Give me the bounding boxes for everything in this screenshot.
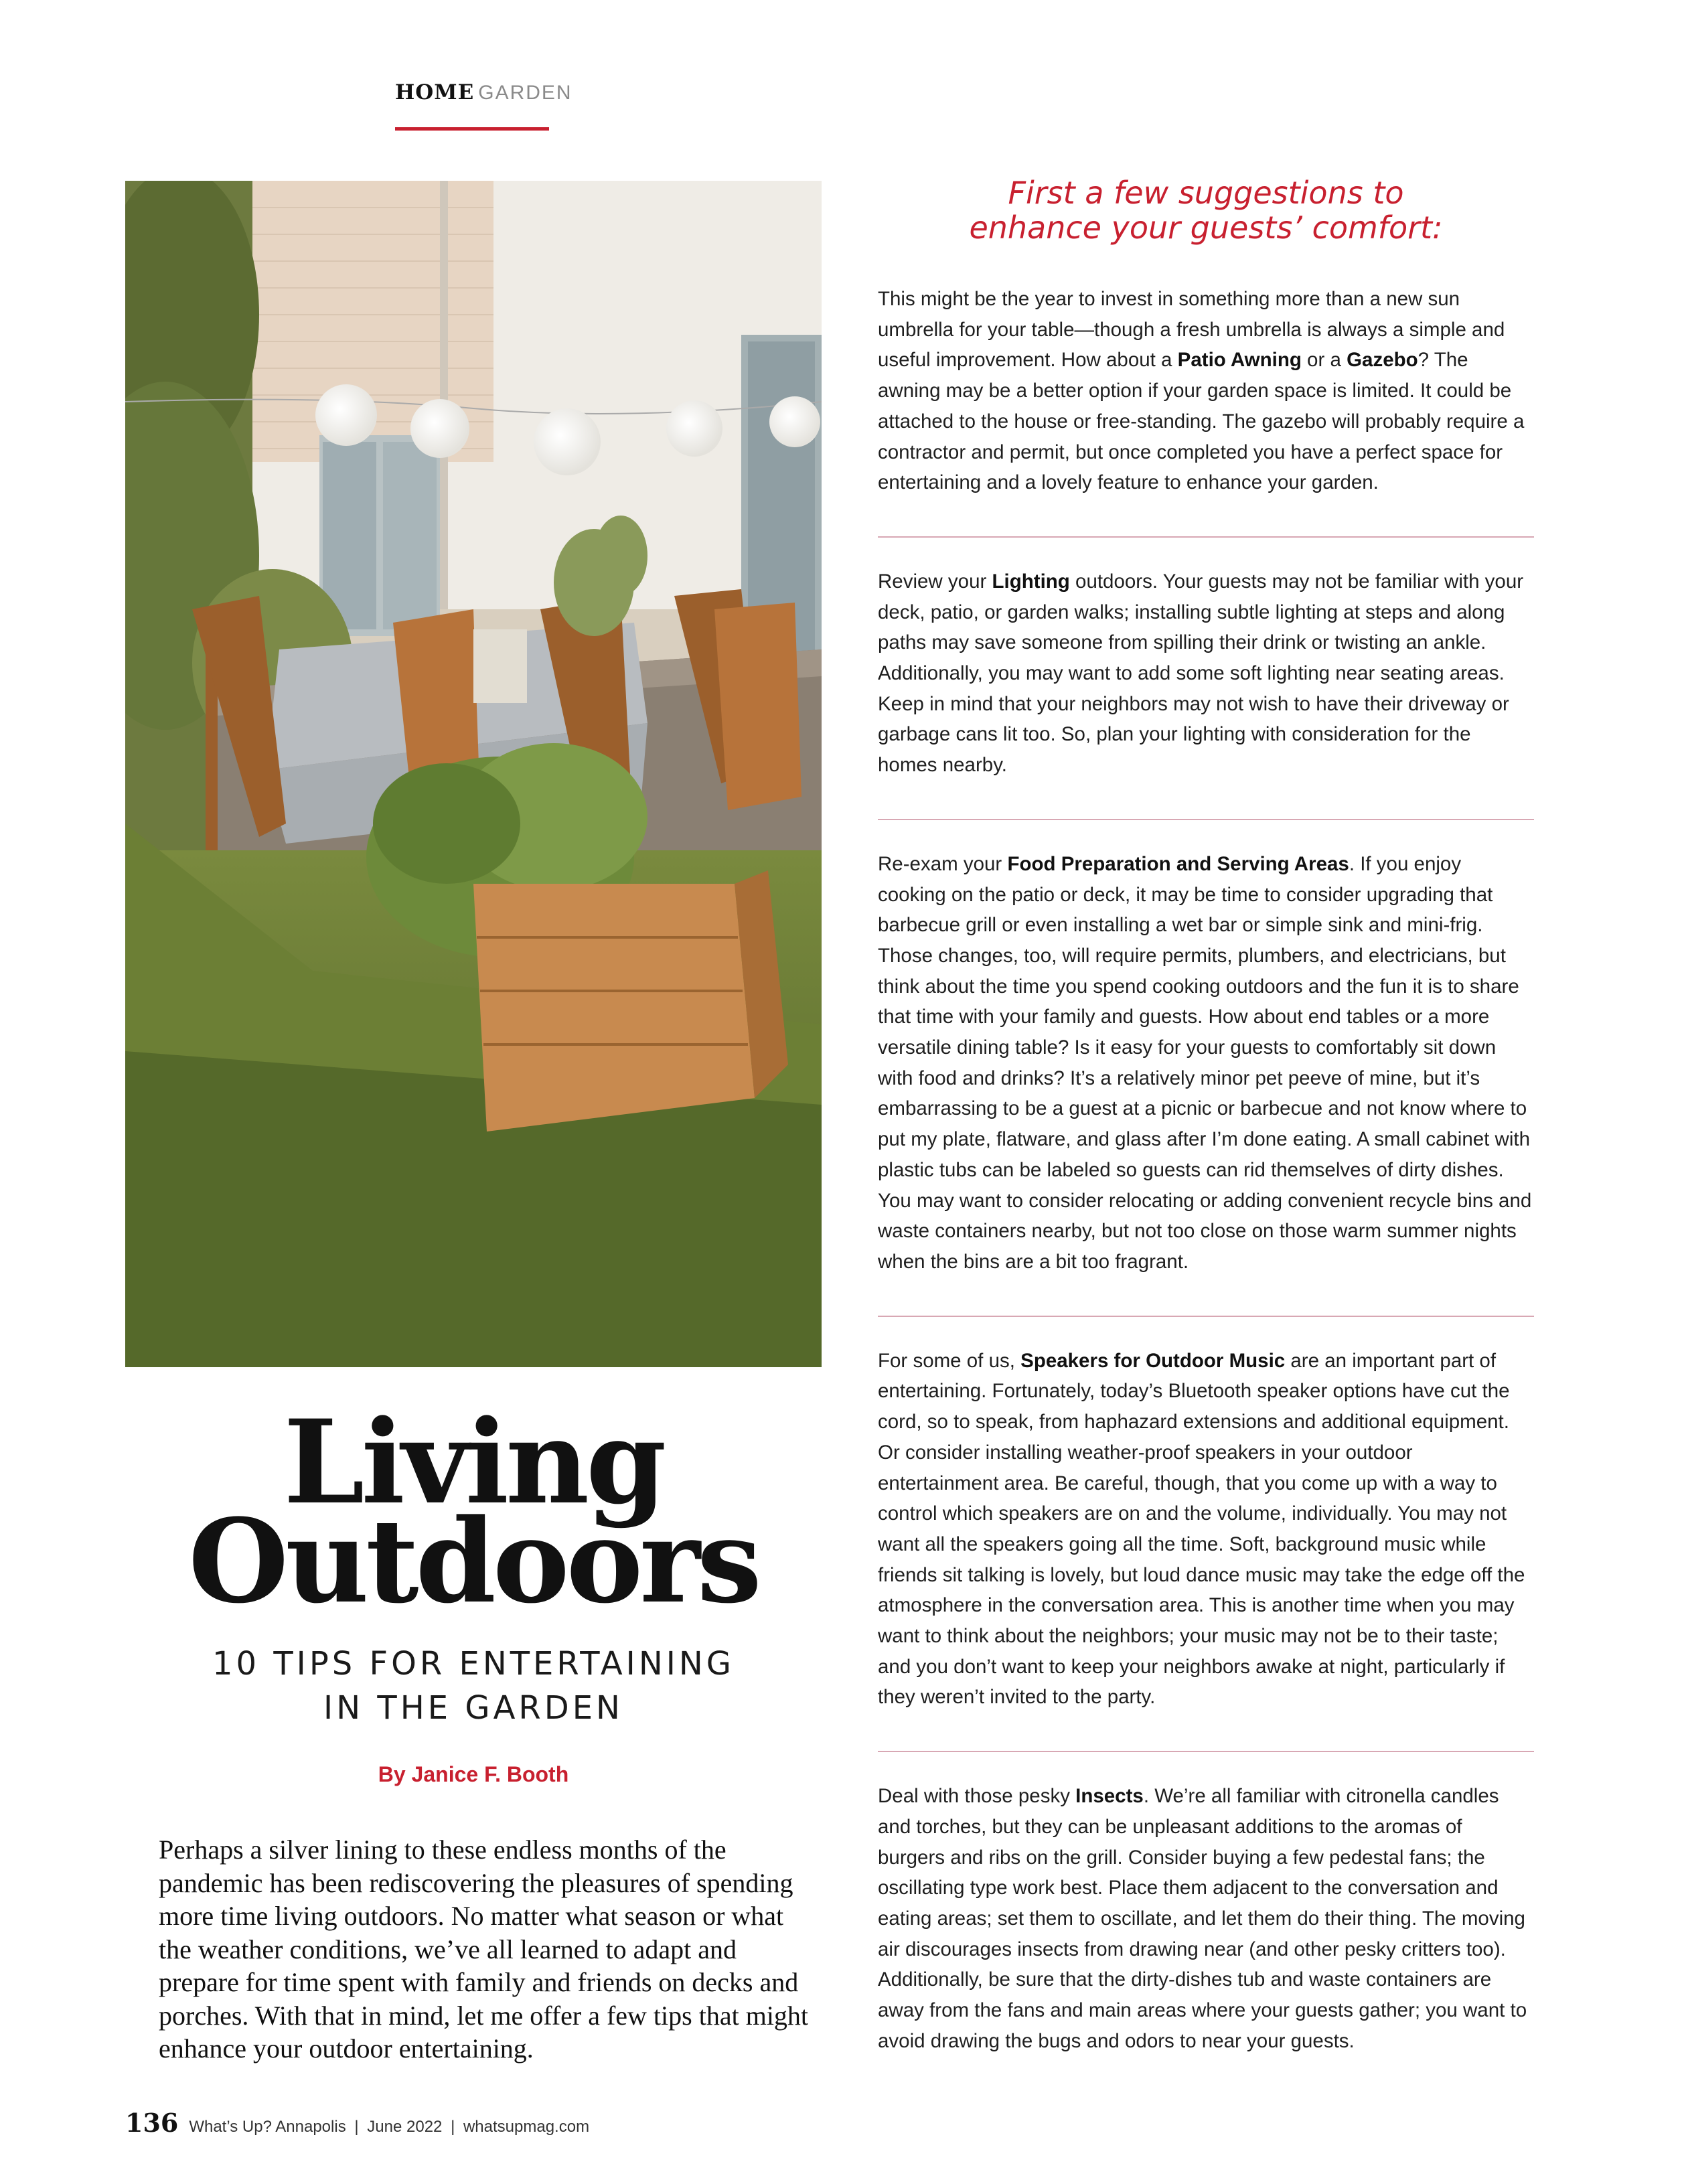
- tip-keyword: Patio Awning: [1177, 349, 1302, 372]
- website-link[interactable]: whatsupmag.com: [463, 2118, 590, 2136]
- tip-paragraph: [878, 1346, 1534, 1713]
- article-title: [125, 1394, 822, 1629]
- tip-text: This might be the year to invest in something more than a new sun umbrella for your table—though a fresh umbrella is always a simple and useful improvement. How about a: [878, 288, 1505, 372]
- issue-date: June 2022: [367, 2118, 443, 2136]
- garden-patio-photo: [125, 181, 822, 1367]
- footer-separator: |: [451, 2118, 455, 2136]
- divider: [878, 1316, 1534, 1317]
- tip-paragraph: [878, 566, 1534, 781]
- intro-paragraph: Perhaps a silver lining to these endless months of the pandemic has been rediscovering the pleasures of spending more time living outdoors. No matter what season or what the weather conditions, we’ve all learned to adapt and prepare for time spent with family and friends on decks and porches. With that in mind, let me offer a few tips that might enhance your outdoor entertaining.: [159, 1835, 809, 2063]
- tips-heading-line-2: enhance your guests’ comfort:: [969, 210, 1443, 246]
- section-label: HOME: [395, 80, 475, 104]
- tip-keyword: Speakers for Outdoor Music: [1020, 1349, 1286, 1372]
- tip-text: For some of us,: [878, 1349, 1021, 1372]
- tip-paragraph: [878, 284, 1534, 498]
- subsection-label: GARDEN: [478, 82, 572, 104]
- tip-text: are an important part of entertaining. Fortunately, today’s Bluetooth speaker options have cut the cord, so to speak, from haphazard extensions and additional equipment. Or consider installing weather-proof speakers in your outdoor entertainment area. Be careful, though, that you come up with a way to control which speakers are on and the volume, individually. You may not want all the speakers going all the time. Soft, background music while friends sit talking is lovely, but loud dance music may take the edge off the atmosphere in the conversation area. This is another time when you may want to think about the neighbors; your music may not be to their taste; and you don’t want to keep your neighbors awake at night, particularly if they weren’t invited to the party.: [878, 1349, 1525, 1709]
- tip-text: outdoors. Your guests may not be familiar with your deck, patio, or garden walks; installing subtle lighting at steps and along paths may save someone from spilling their drink or twisting an ankle. Additionally, you may want to add some soft lighting near seating areas. Keep in mind that your neighbors may not wish to have their driveway or garbage cans lit too. So, plan your lighting with consideration for the homes nearby.: [878, 570, 1524, 777]
- tip-text: . If you enjoy cooking on the patio or deck, it may be time to consider upgrading that barbecue grill or even installing a wet bar or simple sink and mini-frig. Those changes, too, will require permits, plumbers, and electricians, but think about the time you spend cooking outdoors and the fun it is to share that time with your family and guests. How about end tables or a more versatile dining table? Is it easy for your guests to comfortably sit down with food and drinks? It’s a relatively minor pet peeve of mine, but it’s embarrassing to be a guest at a picnic or barbecue and not know where to put my plate, flatware, and glass after I’m done eating. A small cabinet with plastic tubs can be labeled so guests can rid themselves of dirty dishes. You may want to consider relocating or adding convenient recycle bins and waste containers nearby, but not too close on those warm summer nights when the bins are a bit too fragrant.: [878, 852, 1532, 1273]
- tip-keyword: Food Preparation and Serving Areas: [1007, 852, 1349, 875]
- byline: By Janice F. Booth: [378, 1762, 569, 1786]
- tips-heading-line-1: First a few suggestions to: [1008, 175, 1404, 211]
- tip-text: Deal with those pesky: [878, 1785, 1076, 1808]
- tip-text: ? The awning may be a better option if your garden space is limited. It could be attached to the house or free-standing. The gazebo will probably require a contractor and permit, but once completed you have a perfect space for entertaining and a lovely feature to enhance your garden.: [878, 349, 1525, 494]
- subtitle-line-1: 10 TIPS FOR ENTERTAINING: [212, 1645, 735, 1683]
- divider: [878, 536, 1534, 538]
- tip-text: . We’re all familiar with citronella candles and torches, but they can be unpleasant additions to the aromas of burgers and ribs on the grill. Consider buying a few pedestal fans; the oscillating type work best. Place them adjacent to the conversation and eating areas; set them to oscillate, and let them do their thing. The moving air discourages insects from drawing near (and other pesky critters too). Additionally, be sure that the dirty-dishes tub and waste containers are away from the fans and main areas where your guests gather; you want to avoid drawing the bugs and odors to near your guests.: [878, 1785, 1527, 2052]
- tips-heading: [878, 175, 1534, 245]
- tip-keyword: Insects: [1075, 1785, 1144, 1808]
- tip-paragraph: [878, 849, 1534, 1277]
- article-subtitle: [125, 1642, 822, 1730]
- tip-paragraph: [878, 1781, 1534, 2056]
- publication-name: What’s Up? Annapolis: [189, 2118, 346, 2136]
- tip-text: or a: [1301, 349, 1347, 372]
- divider: [878, 1751, 1534, 1752]
- divider: [878, 819, 1534, 820]
- section-header: [395, 80, 572, 131]
- tip-keyword: Gazebo: [1347, 349, 1418, 372]
- title-line-2: Outdoors: [188, 1493, 759, 1629]
- page-number: 136: [125, 2108, 179, 2138]
- tip-text: Re-exam your: [878, 852, 1008, 875]
- tip-text: Review your: [878, 570, 992, 593]
- page-footer: [125, 2108, 589, 2138]
- tip-keyword: Lighting: [992, 570, 1070, 593]
- footer-separator: |: [354, 2118, 359, 2136]
- tips-column: [878, 175, 1534, 2056]
- title-line-1: Living: [283, 1394, 664, 1530]
- subtitle-line-2: IN THE GARDEN: [323, 1689, 623, 1727]
